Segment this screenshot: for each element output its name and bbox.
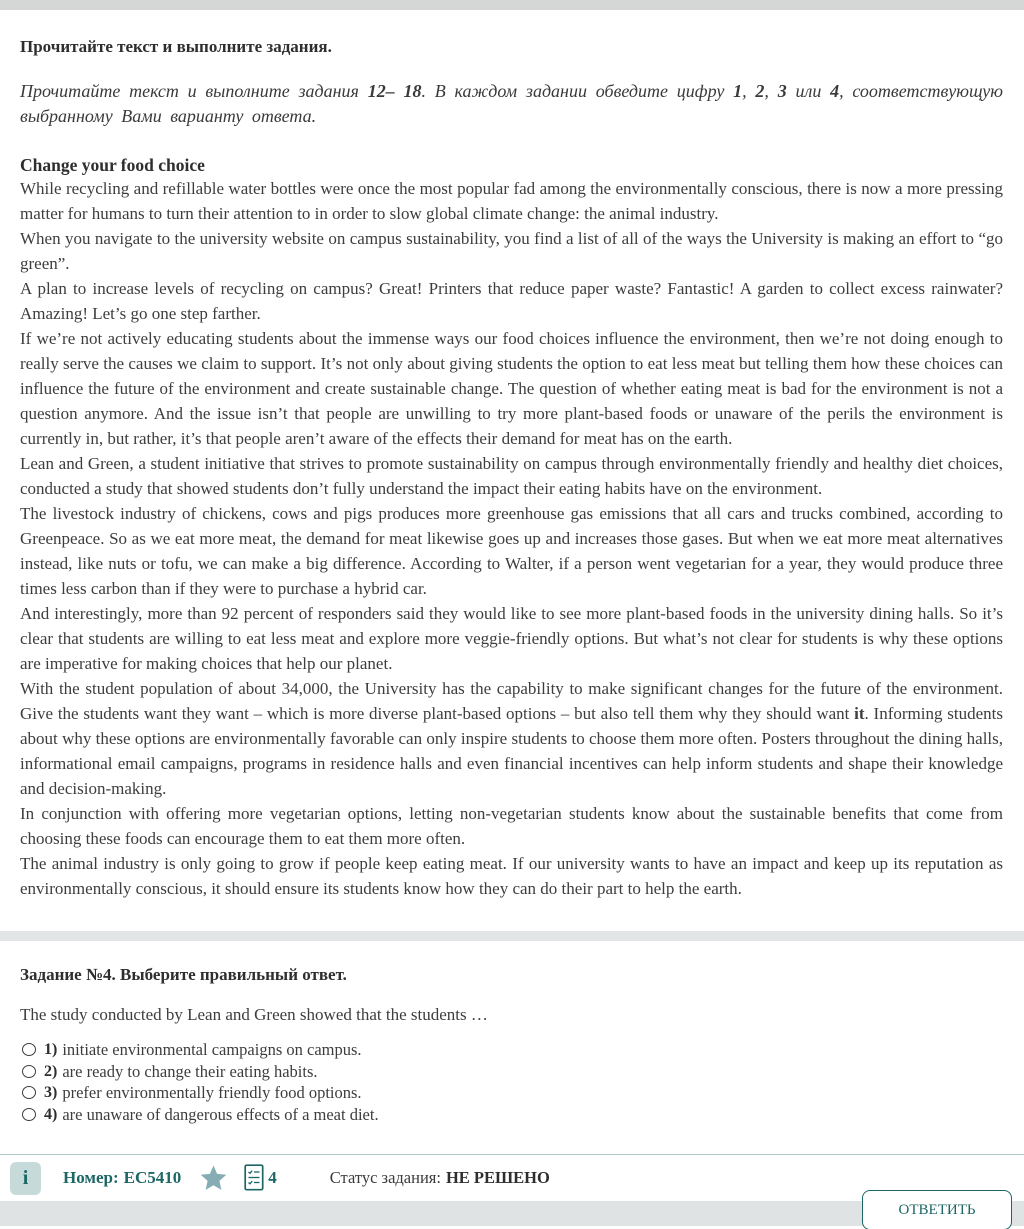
text-run: The animal industry is only going to grow if people keep eating meat. If our university wants to have an impact and keep up its reputation as environmentally conscious, it should ensure its students know how they can do their part to help the earth. — [20, 854, 1003, 898]
text-run: . Informing students about why these options are environmentally favorable can only inspire students to choose them more often. Posters throughout the dining halls, informational email campaigns, programs in residence halls and even financial incentives can help inform students and shape their knowledge and decision-making. — [20, 704, 1003, 798]
text-run: While recycling and refillable water bottles were once the most popular fad among the environmentally conscious, there is now a more pressing matter for humans to turn their attention to in order to slow global climate change: the animal industry. — [20, 179, 1003, 223]
article-paragraph — [20, 851, 1003, 901]
section-instruction-heading: Прочитайте текст и выполните задания. — [20, 37, 332, 56]
text-run: A plan to increase levels of recycling on campus? Great! Printers that reduce paper waste? Fantastic! A garden to collect excess rainwater? Amazing! Let’s go one step farther. — [20, 279, 1003, 323]
task-list-button[interactable] — [244, 1164, 277, 1192]
article-paragraph — [20, 276, 1003, 326]
bold-text-run: 4 — [830, 81, 840, 101]
task-number — [63, 1168, 181, 1188]
radio-button-3[interactable] — [22, 1086, 36, 1099]
article-paragraph — [20, 176, 1003, 226]
question-text: The study conducted by Lean and Green showed that the students … — [20, 1005, 488, 1024]
option-label: are unaware of dangerous effects of a meat diet. — [62, 1104, 379, 1124]
option-label: prefer environmentally friendly food options. — [62, 1083, 362, 1102]
reading-text-section — [0, 10, 1024, 931]
text-run: Прочитайте текст и выполните задания — [20, 81, 368, 101]
option-label: initiate environmental campaigns on campus. — [62, 1040, 362, 1059]
answer-option-2[interactable] — [20, 1061, 1003, 1083]
article-paragraph — [20, 501, 1003, 601]
answer-options — [20, 1039, 1003, 1125]
bold-text-run: 2 — [755, 81, 765, 101]
task-number-label: Номер: — [63, 1168, 119, 1187]
status-label: Статус задания: — [329, 1168, 441, 1187]
task-range-instruction — [20, 79, 1003, 129]
text-run: The livestock industry of chickens, cows and pigs produces more greenhouse gas emissions that all cars and trucks combined, according to Greenpeace. So as we eat more meat, the demand for meat likewise goes up and increases those gases. But when we eat more meat alternatives instead, like nuts or tofu, we can make a big difference. According to Walter, if a person went vegetarian for a year, they would produce three times less carbon than if they were to purchase a hybrid car. — [20, 504, 1003, 598]
article-paragraph — [20, 451, 1003, 501]
star-icon — [200, 1165, 227, 1191]
text-run: In conjunction with offering more vegetarian options, letting non-vegetarian students know about the sustainable benefits that come from choosing these foods can encourage them to eat them more often. — [20, 804, 1003, 848]
info-icon[interactable]: i — [10, 1162, 41, 1195]
article-paragraph — [20, 326, 1003, 451]
bottom-band — [0, 1201, 1024, 1226]
section-divider — [0, 931, 1024, 941]
text-run: , — [742, 81, 756, 101]
bold-text-run: it — [854, 704, 865, 723]
text-run: With the student population of about 34,000, the University has the capability to make significant changes for the future of the environment. Give the students want they want – which is more diverse plant-based options – but also tell them why they should want — [20, 679, 1003, 723]
radio-button-2[interactable] — [22, 1065, 36, 1078]
option-number: 4) — [44, 1105, 58, 1123]
text-run: If we’re not actively educating students about the immense ways our food choices influence the environment, then we’re not doing enough to really serve the causes we claim to support. It’s not only about giving students the option to eat less meat but telling them how these choices can influence the future of the environment and create sustainable change. The question of whether eating meat is bad for the environment is not a question anymore. And the issue isn’t that people are unwilling to try more plant-based foods or unaware of the perils the environment is currently in, but rather, it’s that people aren’t aware of the effects their demand for meat has on the earth. — [20, 329, 1003, 448]
option-label: are ready to change their eating habits. — [62, 1061, 318, 1081]
status — [330, 1168, 550, 1188]
task-list-icon — [244, 1164, 267, 1192]
bold-text-run: 3 — [777, 81, 787, 101]
radio-button-4[interactable] — [22, 1108, 36, 1121]
text-run: When you navigate to the university website on campus sustainability, you find a list of all of the ways the University is making an effort to “go green”. — [20, 229, 1003, 273]
answer-option-1[interactable] — [20, 1039, 1003, 1061]
task-heading: Задание №4. Выберите правильный ответ. — [20, 965, 347, 984]
option-number: 1) — [44, 1041, 58, 1058]
answer-option-4[interactable] — [20, 1104, 1003, 1126]
option-number: 3) — [44, 1084, 58, 1101]
task-number-value: EC5410 — [123, 1168, 182, 1187]
answer-option-3[interactable] — [20, 1082, 1003, 1104]
text-run: And interestingly, more than 92 percent of responders said they would like to see more plant-based foods in the university dining halls. So it’s clear that students are willing to eat less meat and explore more veggie-friendly options. But what’s not clear for students is why these options are imperative for making choices that help our planet. — [20, 604, 1003, 673]
task-footer — [0, 1154, 1024, 1229]
article-title: Change your food choice — [20, 155, 205, 175]
bold-text-run: 1 — [733, 81, 743, 101]
text-run: , — [764, 81, 778, 101]
text-run: , соответствующую выбранному Вами варианту ответа. — [20, 81, 1003, 126]
article-paragraph — [20, 801, 1003, 851]
radio-button-1[interactable] — [22, 1043, 36, 1056]
article-paragraph — [20, 601, 1003, 676]
answer-button[interactable]: ОТВЕТИТЬ — [862, 1190, 1012, 1229]
article-paragraph — [20, 226, 1003, 276]
text-run: или — [786, 81, 831, 101]
article-body — [20, 176, 1003, 901]
bold-text-run: 12– 18 — [367, 81, 422, 101]
text-run: Lean and Green, a student initiative that strives to promote sustainability on campus through environmentally friendly and healthy diet choices, conducted a study that showed students don’t fully understand the impact their eating habits have on the environment. — [20, 454, 1003, 498]
task-section — [0, 941, 1024, 1154]
task-count-badge: 4 — [268, 1168, 277, 1187]
status-badge: НЕ РЕШЕНО — [445, 1168, 550, 1187]
top-divider-bar — [0, 0, 1024, 10]
option-number: 2) — [44, 1062, 58, 1080]
favorite-button[interactable] — [200, 1165, 227, 1191]
article-paragraph — [20, 676, 1003, 801]
text-run: . В каждом задании обведите цифру — [421, 81, 734, 101]
